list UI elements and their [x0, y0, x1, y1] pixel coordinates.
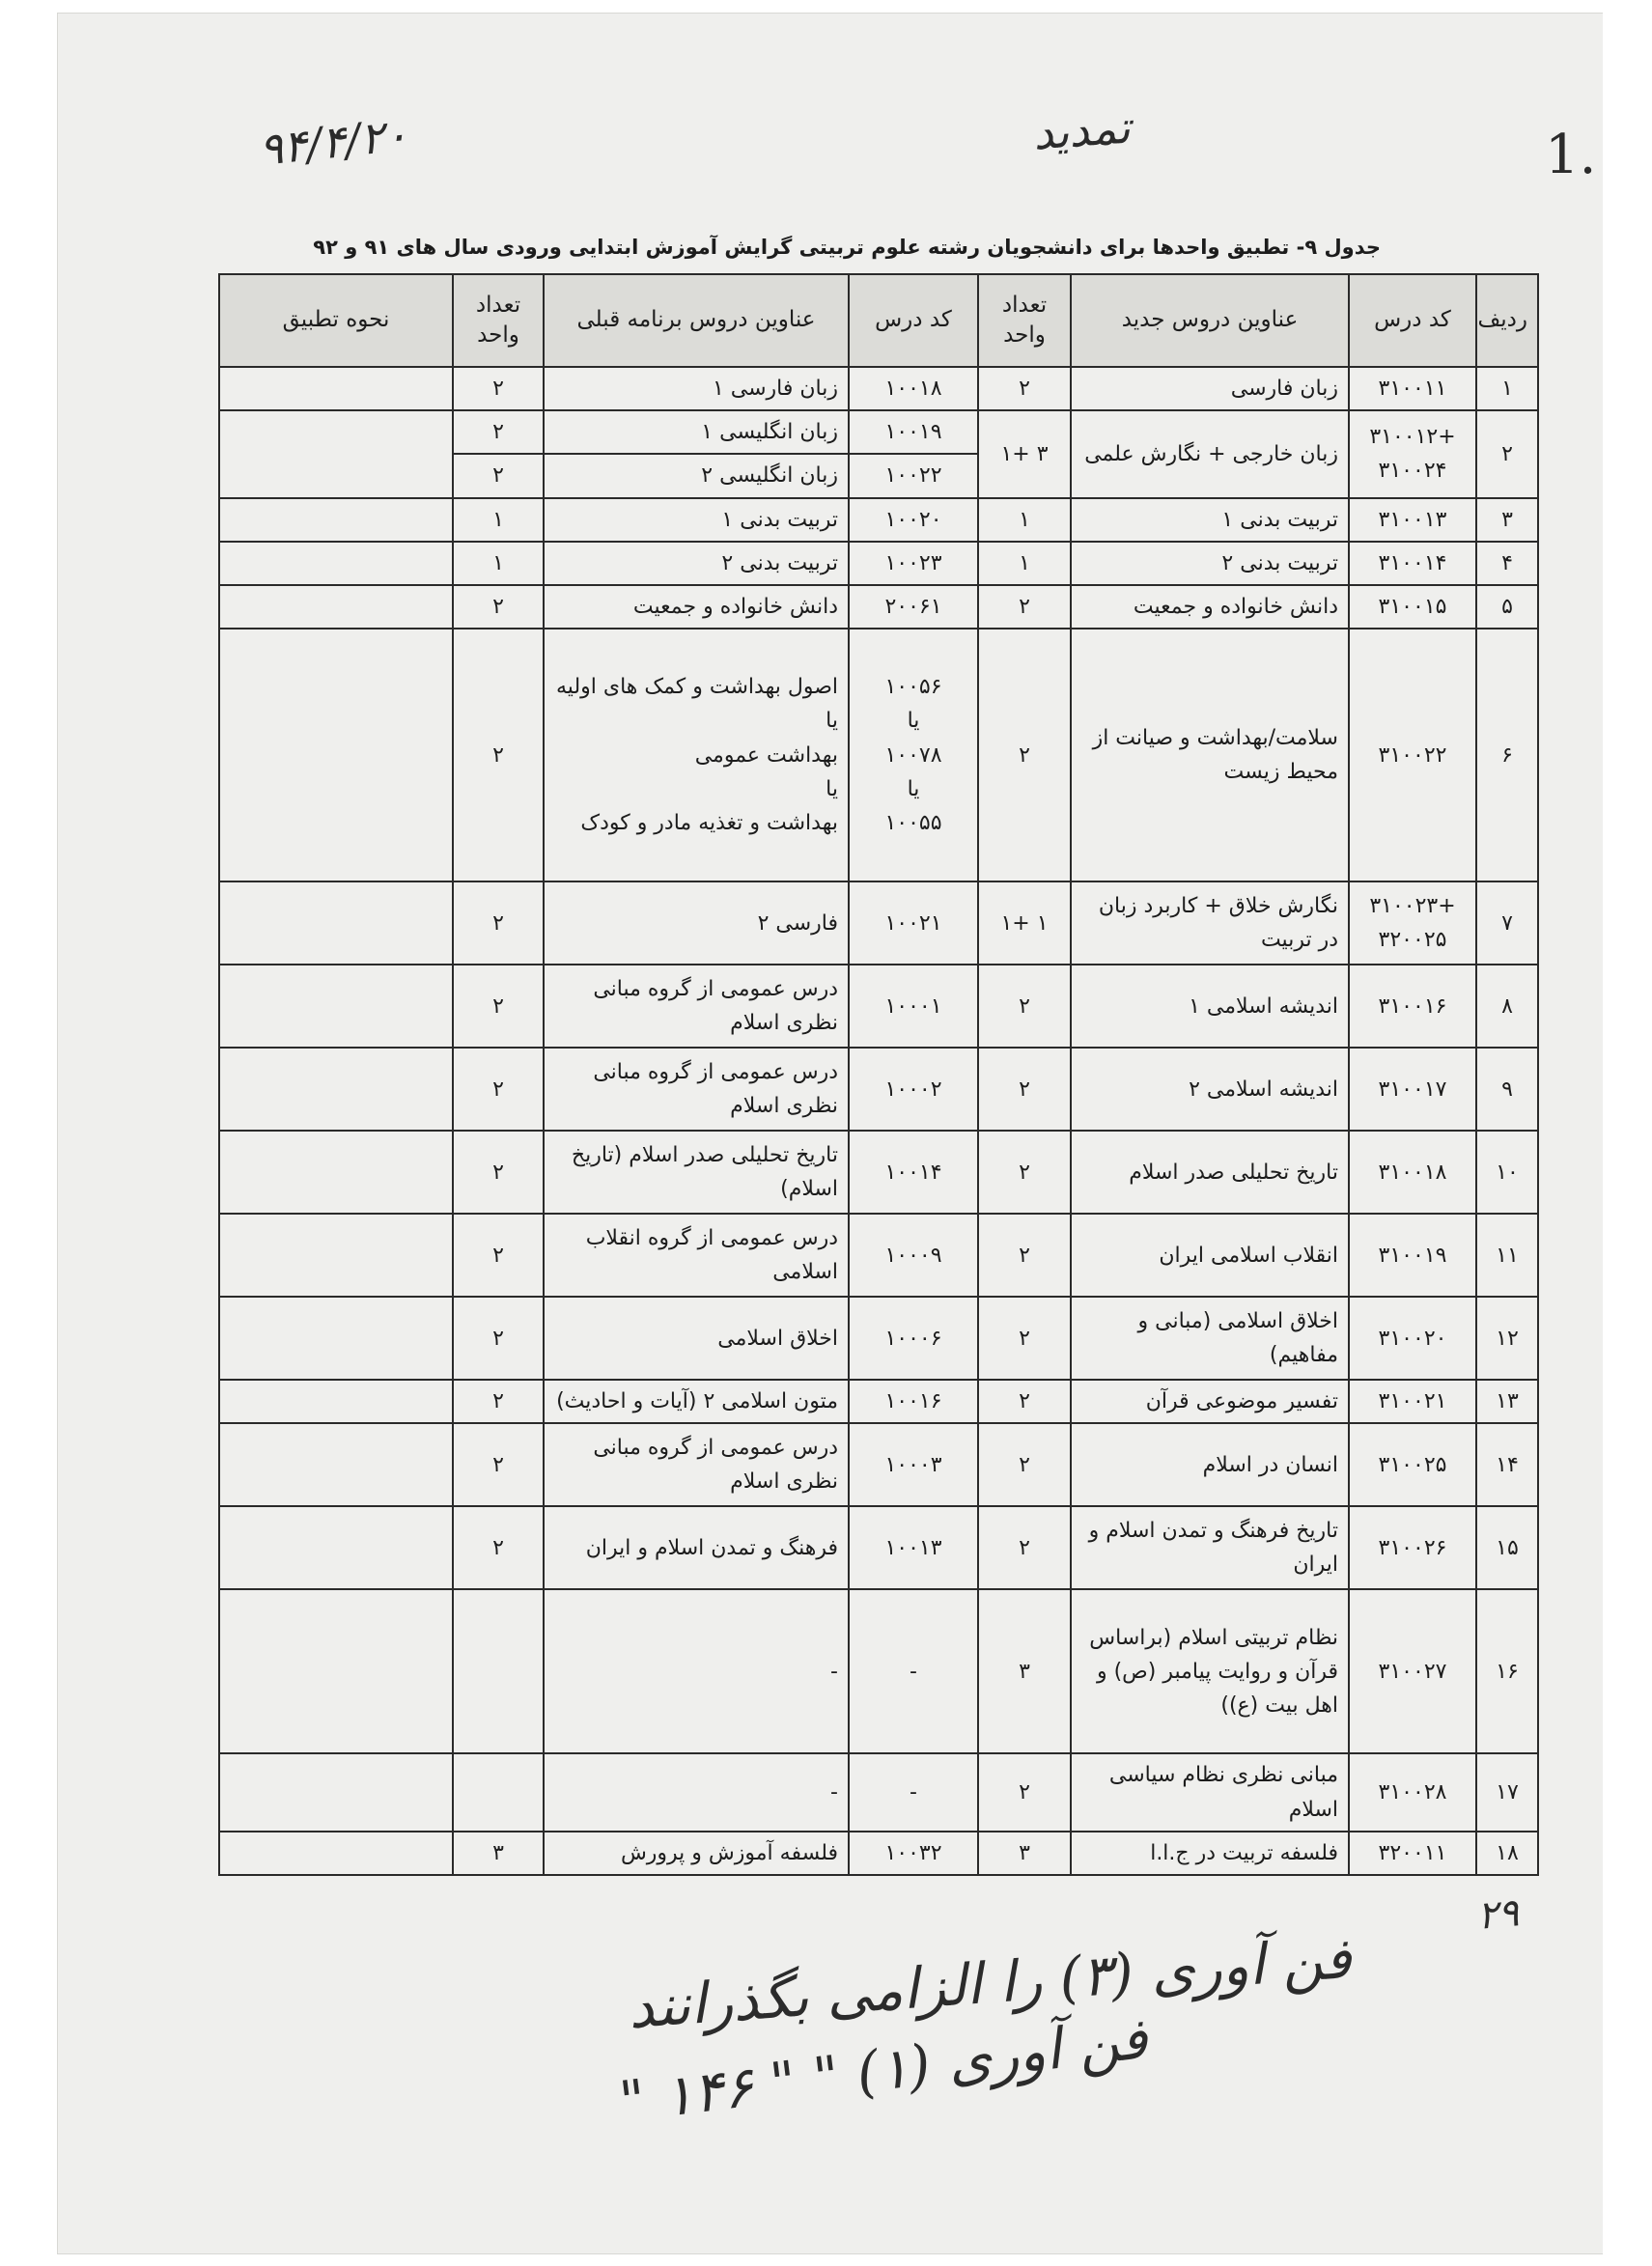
- old-course-title: درس عمومی از گروه مبانی نظری اسلام: [544, 965, 849, 1048]
- matching-method: [219, 1131, 453, 1214]
- new-course-code: +۳۱۰۰۱۲ ۳۱۰۰۲۴: [1349, 410, 1476, 497]
- matching-method: [219, 1214, 453, 1297]
- old-course-title: زبان فارسی ۱: [544, 367, 849, 410]
- old-course-units: ۲: [453, 367, 544, 410]
- old-course-code: ۱۰۰۰۳: [849, 1423, 978, 1506]
- new-course-units: ۱: [978, 542, 1071, 585]
- new-course-code: ۳۱۰۰۲۵: [1349, 1423, 1476, 1506]
- old-course-units: ۲: [453, 454, 544, 497]
- old-course-title: متون اسلامی ۲ (آیات و احادیث): [544, 1380, 849, 1423]
- header-row: [219, 274, 1538, 367]
- matching-method: [219, 1753, 453, 1831]
- matching-method: [219, 542, 453, 585]
- new-course-units: ۲: [978, 965, 1071, 1048]
- old-course-code: ۱۰۰۳۲: [849, 1832, 978, 1875]
- table-row: [219, 1589, 1538, 1753]
- table-row: [219, 410, 1538, 454]
- matching-method: [219, 1048, 453, 1131]
- table-row: [219, 881, 1538, 965]
- table-row: [219, 1423, 1538, 1506]
- old-course-title: درس عمومی از گروه مبانی نظری اسلام: [544, 1048, 849, 1131]
- old-course-code: -: [849, 1753, 978, 1831]
- matching-method: [219, 1423, 453, 1506]
- matching-method: [219, 585, 453, 629]
- table-row: [219, 629, 1538, 881]
- old-course-units: ۱: [453, 542, 544, 585]
- new-course-code: ۳۱۰۰۱۸: [1349, 1131, 1476, 1214]
- old-course-title: تربیت بدنی ۱: [544, 498, 849, 542]
- handwritten-date: ۹۴/۴/۲۰: [256, 108, 410, 176]
- old-course-title: درس عمومی از گروه انقلاب اسلامی: [544, 1214, 849, 1297]
- matching-method: [219, 1589, 453, 1753]
- new-course-code: ۳۱۰۰۱۴: [1349, 542, 1476, 585]
- row-number: ۱۴: [1476, 1423, 1538, 1506]
- old-course-code: ۱۰۰۲۳: [849, 542, 978, 585]
- new-course-title: زبان خارجی + نگارش علمی: [1071, 410, 1349, 497]
- old-course-units: ۲: [453, 965, 544, 1048]
- table-caption: جدول ۹- تطبیق واحدها برای دانشجویان رشته علوم تربیتی گرایش آموزش ابتدایی ورودی سال های ۹۱ و ۹۲: [313, 236, 1381, 259]
- row-number: ۶: [1476, 629, 1538, 881]
- old-course-code: -: [849, 1589, 978, 1753]
- table-row: [219, 498, 1538, 542]
- old-course-units: ۱: [453, 498, 544, 542]
- new-course-units: ۲: [978, 1297, 1071, 1380]
- new-course-units: ۲: [978, 629, 1071, 881]
- table-row: [219, 1131, 1538, 1214]
- old-course-title: زبان انگلیسی ۱: [544, 410, 849, 454]
- new-course-units: ۲: [978, 1753, 1071, 1831]
- row-number: ۱۷: [1476, 1753, 1538, 1831]
- new-course-code: ۳۱۰۰۱۱: [1349, 367, 1476, 410]
- new-course-code: ۳۱۰۰۱۶: [1349, 965, 1476, 1048]
- old-course-title: زبان انگلیسی ۲: [544, 454, 849, 497]
- row-number: ۹: [1476, 1048, 1538, 1131]
- new-course-code: ۳۱۰۰۱۳: [1349, 498, 1476, 542]
- header-row-number: ردیف: [1476, 274, 1538, 367]
- new-course-code: ۳۱۰۰۲۷: [1349, 1589, 1476, 1753]
- new-course-title: زبان فارسی: [1071, 367, 1349, 410]
- handwritten-note-1: فن آوری (۳) را الزامی بگذرانند: [626, 1924, 1354, 2042]
- row-number: ۱۶: [1476, 1589, 1538, 1753]
- old-course-title: تاریخ تحلیلی صدر اسلام (تاریخ اسلام): [544, 1131, 849, 1214]
- row-number: ۸: [1476, 965, 1538, 1048]
- table-row: [219, 1214, 1538, 1297]
- matching-method: [219, 965, 453, 1048]
- old-course-units: ۲: [453, 629, 544, 881]
- row-number: ۴: [1476, 542, 1538, 585]
- new-course-code: ۳۱۰۰۱۷: [1349, 1048, 1476, 1131]
- old-course-code: ۱۰۰۰۶: [849, 1297, 978, 1380]
- row-number: ۱۰: [1476, 1131, 1538, 1214]
- old-course-code: ۱۰۰۲۱: [849, 881, 978, 965]
- new-course-code: ۳۱۰۰۲۶: [1349, 1506, 1476, 1589]
- new-course-title: نظام تربیتی اسلام (براساس قرآن و روایت پیامبر (ص) و اهل بیت (ع)): [1071, 1589, 1349, 1753]
- old-course-title: درس عمومی از گروه مبانی نظری اسلام: [544, 1423, 849, 1506]
- new-course-units: ۳ +۱: [978, 410, 1071, 497]
- new-course-title: دانش خانواده و جمعیت: [1071, 585, 1349, 629]
- row-number: ۱۱: [1476, 1214, 1538, 1297]
- matching-method: [219, 410, 453, 497]
- new-course-code: ۳۱۰۰۲۰: [1349, 1297, 1476, 1380]
- new-course-units: ۲: [978, 1214, 1071, 1297]
- matching-method: [219, 367, 453, 410]
- header-new-code: کد درس: [1349, 274, 1476, 367]
- table-row: [219, 1048, 1538, 1131]
- matching-method: [219, 1506, 453, 1589]
- row-number: ۱: [1476, 367, 1538, 410]
- new-course-title: اندیشه اسلامی ۱: [1071, 965, 1349, 1048]
- old-course-code: ۱۰۰۲۲: [849, 454, 978, 497]
- table-row: [219, 367, 1538, 410]
- new-course-units: ۱: [978, 498, 1071, 542]
- row-number: ۱۵: [1476, 1506, 1538, 1589]
- old-course-units: ۲: [453, 1423, 544, 1506]
- old-course-code: ۱۰۰۲۰: [849, 498, 978, 542]
- row-number: ۳: [1476, 498, 1538, 542]
- header-method: نحوه تطبیق: [219, 274, 453, 367]
- matching-method: [219, 1297, 453, 1380]
- row-number: ۲: [1476, 410, 1538, 497]
- new-course-units: ۲: [978, 1423, 1071, 1506]
- old-course-code: ۱۰۰۰۹: [849, 1214, 978, 1297]
- handwritten-note-top: تمدید: [1031, 100, 1133, 160]
- matching-method: [219, 498, 453, 542]
- old-course-code: ۱۰۰۱۴: [849, 1131, 978, 1214]
- header-old-title: عناوین دروس برنامه قبلی: [544, 274, 849, 367]
- new-course-title: اخلاق اسلامی (مبانی و مفاهیم): [1071, 1297, 1349, 1380]
- new-course-title: سلامت/بهداشت و صیانت از محیط زیست: [1071, 629, 1349, 881]
- new-course-title: تربیت بدنی ۲: [1071, 542, 1349, 585]
- new-course-code: ۳۲۰۰۱۱: [1349, 1832, 1476, 1875]
- table-row: [219, 1506, 1538, 1589]
- old-course-units: ۲: [453, 1048, 544, 1131]
- table-row: [219, 585, 1538, 629]
- new-course-code: ۳۱۰۰۱۹: [1349, 1214, 1476, 1297]
- old-course-code: ۱۰۰۱۳: [849, 1506, 978, 1589]
- old-course-title: اصول بهداشت و کمک های اولیه یا بهداشت عمومی یا بهداشت و تغذیه مادر و کودک: [544, 629, 849, 881]
- new-course-code: ۳۱۰۰۲۲: [1349, 629, 1476, 881]
- new-course-units: ۲: [978, 1048, 1071, 1131]
- new-course-title: تاریخ تحلیلی صدر اسلام: [1071, 1131, 1349, 1214]
- old-course-code: ۱۰۰۰۱: [849, 965, 978, 1048]
- new-course-units: ۲: [978, 1380, 1071, 1423]
- old-course-units: ۲: [453, 1131, 544, 1214]
- new-course-units: ۲: [978, 1506, 1071, 1589]
- old-course-code: ۱۰۰۵۶ یا ۱۰۰۷۸ یا ۱۰۰۵۵: [849, 629, 978, 881]
- old-course-code: ۱۰۰۱۹: [849, 410, 978, 454]
- row-number: ۷: [1476, 881, 1538, 965]
- old-course-title: فرهنگ و تمدن اسلام و ایران: [544, 1506, 849, 1589]
- table-body: [219, 367, 1538, 1875]
- unit-matching-table: [218, 273, 1539, 1876]
- header-new-title: عناوین دروس جدید: [1071, 274, 1349, 367]
- old-course-units: ۲: [453, 1214, 544, 1297]
- header-old-units: تعداد واحد: [453, 274, 544, 367]
- table-row: [219, 965, 1538, 1048]
- old-course-units: ۲: [453, 585, 544, 629]
- old-course-code: ۲۰۰۶۱: [849, 585, 978, 629]
- old-course-title: -: [544, 1589, 849, 1753]
- new-course-units: ۳: [978, 1589, 1071, 1753]
- matching-method: [219, 1832, 453, 1875]
- matching-method: [219, 629, 453, 881]
- table-row: [219, 1380, 1538, 1423]
- new-course-title: نگارش خلاق + کاربرد زبان در تربیت: [1071, 881, 1349, 965]
- table-row: [219, 542, 1538, 585]
- new-course-code: +۳۱۰۰۲۳ ۳۲۰۰۲۵: [1349, 881, 1476, 965]
- table-row: [219, 1753, 1538, 1831]
- old-course-title: فلسفه آموزش و پرورش: [544, 1832, 849, 1875]
- page-marker: 1.: [1545, 124, 1597, 186]
- new-course-units: ۳: [978, 1832, 1071, 1875]
- new-course-title: اندیشه اسلامی ۲: [1071, 1048, 1349, 1131]
- old-course-units: ۳: [453, 1832, 544, 1875]
- old-course-units: ۲: [453, 1297, 544, 1380]
- old-course-units: ۲: [453, 881, 544, 965]
- new-course-units: ۲: [978, 1131, 1071, 1214]
- new-course-title: تفسیر موضوعی قرآن: [1071, 1380, 1349, 1423]
- old-course-units: ۲: [453, 1380, 544, 1423]
- new-course-title: انسان در اسلام: [1071, 1423, 1349, 1506]
- handwritten-note-2: فن آوری (۱) " " ۱۴۶ ": [615, 2004, 1152, 2136]
- old-course-units: [453, 1589, 544, 1753]
- row-number: ۱۸: [1476, 1832, 1538, 1875]
- row-number: ۵: [1476, 585, 1538, 629]
- new-course-code: ۳۱۰۰۲۱: [1349, 1380, 1476, 1423]
- old-course-title: فارسی ۲: [544, 881, 849, 965]
- new-course-units: ۲: [978, 585, 1071, 629]
- new-course-title: تاریخ فرهنگ و تمدن اسلام و ایران: [1071, 1506, 1349, 1589]
- row-number: ۱۳: [1476, 1380, 1538, 1423]
- handwritten-page-number: ۲۹: [1475, 1890, 1521, 1939]
- old-course-units: [453, 1753, 544, 1831]
- new-course-units: ۱ +۱: [978, 881, 1071, 965]
- matching-method: [219, 881, 453, 965]
- old-course-title: اخلاق اسلامی: [544, 1297, 849, 1380]
- scan-margin: [1603, 0, 1652, 2266]
- new-course-code: ۳۱۰۰۱۵: [1349, 585, 1476, 629]
- header-new-units: تعداد واحد: [978, 274, 1071, 367]
- old-course-code: ۱۰۰۱۶: [849, 1380, 978, 1423]
- old-course-units: ۲: [453, 410, 544, 454]
- new-course-units: ۲: [978, 367, 1071, 410]
- new-course-title: تربیت بدنی ۱: [1071, 498, 1349, 542]
- old-course-code: ۱۰۰۱۸: [849, 367, 978, 410]
- header-old-code: کد درس: [849, 274, 978, 367]
- table-row: [219, 1297, 1538, 1380]
- old-course-title: دانش خانواده و جمعیت: [544, 585, 849, 629]
- old-course-title: -: [544, 1753, 849, 1831]
- new-course-title: انقلاب اسلامی ایران: [1071, 1214, 1349, 1297]
- row-number: ۱۲: [1476, 1297, 1538, 1380]
- table-row: [219, 1832, 1538, 1875]
- old-course-code: ۱۰۰۰۲: [849, 1048, 978, 1131]
- old-course-title: تربیت بدنی ۲: [544, 542, 849, 585]
- new-course-code: ۳۱۰۰۲۸: [1349, 1753, 1476, 1831]
- old-course-units: ۲: [453, 1506, 544, 1589]
- new-course-title: فلسفه تربیت در ج.ا.ا: [1071, 1832, 1349, 1875]
- matching-method: [219, 1380, 453, 1423]
- new-course-title: مبانی نظری نظام سیاسی اسلام: [1071, 1753, 1349, 1831]
